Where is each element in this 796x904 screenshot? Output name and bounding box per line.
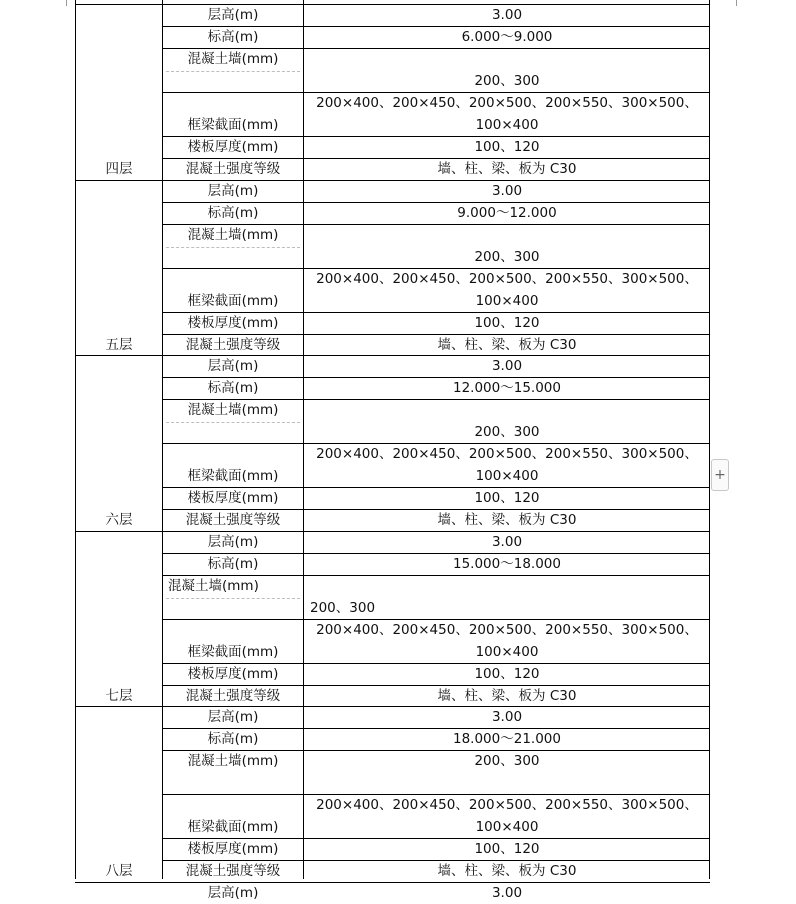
label-beam-section: 框梁截面(mm) [187,468,279,484]
label-concrete-wall: 混凝土墙(mm) [168,577,259,594]
floor-name: 四层 [105,161,133,177]
label-concrete-wall: 混凝土墙(mm) [187,51,279,67]
value-floor-height: 3.00 [491,533,523,550]
label-elevation: 标高(m) [207,204,259,221]
label-floor-height: 层高(m) [207,7,259,23]
value-beam-section-line1: 200×400、200×450、200×500、200×550、300×500、 [316,270,698,287]
value-beam-section-line1: 200×400、200×450、200×500、200×550、300×500、 [316,95,698,111]
label-concrete-wall: 混凝土墙(mm) [187,226,279,243]
value-beam-section-line2: 100×400 [475,819,539,835]
value-beam-section-line1: 200×400、200×450、200×500、200×550、300×500、 [316,446,698,462]
label-floor-height: 层高(m) [207,533,259,550]
value-floor-height: 3.00 [491,358,523,374]
table-vline-0 [75,0,76,879]
label-concrete-grade: 混凝土强度等级 [185,161,281,177]
label-beam-section: 框梁截面(mm) [187,117,279,133]
label-elevation: 标高(m) [207,380,259,396]
value-concrete-wall: 200、300 [474,424,540,440]
label-floor-height: 层高(m) [207,182,259,199]
label-floor-height: 层高(m) [207,358,259,374]
label-beam-section: 框梁截面(mm) [187,643,279,660]
label-slab-thickness: 楼板厚度(mm) [187,490,279,506]
value-elevation: 12.000～15.000 [453,380,561,396]
label-concrete-grade: 混凝土强度等级 [185,336,281,353]
value-concrete-grade: 墙、柱、梁、板为 C30 [437,161,577,177]
value-beam-section-line2: 100×400 [475,117,539,133]
label-elevation: 标高(m) [207,29,259,45]
value-floor-height: 3.00 [491,709,523,725]
floor-name: 五层 [105,336,133,353]
label-beam-section: 框梁截面(mm) [187,819,279,835]
value-concrete-wall: 200、300 [310,599,376,616]
label-concrete-grade: 混凝土强度等级 [185,863,281,879]
value-slab-thickness: 100、120 [474,490,540,506]
floor-name: 七层 [105,687,133,704]
label-concrete-grade: 混凝土强度等级 [185,687,281,704]
value-elevation: 15.000～18.000 [453,555,561,572]
label-concrete-wall: 混凝土墙(mm) [187,402,279,418]
add-row-button[interactable]: + [711,459,729,491]
value-concrete-wall: 200、300 [474,248,540,265]
floor-name: 八层 [105,863,133,879]
value-slab-thickness: 100、120 [474,841,540,857]
floor-name: 六层 [105,512,133,528]
value-beam-section-line2: 100×400 [475,292,539,309]
value-concrete-wall: 200、300 [474,753,540,769]
value-floor-height: 3.00 [491,7,523,23]
value-concrete-grade: 墙、柱、梁、板为 C30 [437,336,577,353]
corner-mark-right [736,0,743,6]
value-elevation: 9.000～12.000 [457,204,557,221]
wall-dashed-line [166,247,300,248]
value-concrete-grade: 墙、柱、梁、板为 C30 [437,512,577,528]
value-floor-height: 3.00 [491,182,523,199]
label-floor-height: 层高(m) [207,709,259,725]
value-floor-height[interactable]: 3.00 [491,884,523,901]
label-slab-thickness: 楼板厚度(mm) [187,314,279,331]
wall-dashed-line [166,71,300,72]
label-elevation: 标高(m) [207,731,259,747]
value-concrete-wall: 200、300 [474,73,540,89]
label-floor-height[interactable]: 层高(m) [207,884,259,901]
value-slab-thickness: 100、120 [474,139,540,155]
value-slab-thickness: 100、120 [474,665,540,682]
value-elevation: 18.000～21.000 [453,731,561,747]
value-beam-section-line1: 200×400、200×450、200×500、200×550、300×500、 [316,797,698,813]
value-beam-section-line1: 200×400、200×450、200×500、200×550、300×500、 [316,621,698,638]
value-elevation: 6.000～9.000 [461,29,553,45]
value-beam-section-line2: 100×400 [475,643,539,660]
label-concrete-wall: 混凝土墙(mm) [187,753,279,769]
label-beam-section: 框梁截面(mm) [187,292,279,309]
value-concrete-grade: 墙、柱、梁、板为 C30 [437,687,577,704]
wall-dashed-line [166,598,300,599]
label-concrete-grade: 混凝土强度等级 [185,512,281,528]
label-slab-thickness: 楼板厚度(mm) [187,665,279,682]
label-elevation: 标高(m) [207,555,259,572]
value-concrete-grade: 墙、柱、梁、板为 C30 [437,863,577,879]
value-beam-section-line2: 100×400 [475,468,539,484]
label-slab-thickness: 楼板厚度(mm) [187,139,279,155]
label-slab-thickness: 楼板厚度(mm) [187,841,279,857]
corner-mark-left [60,0,67,6]
wall-dashed-line [166,422,300,423]
value-slab-thickness: 100、120 [474,314,540,331]
